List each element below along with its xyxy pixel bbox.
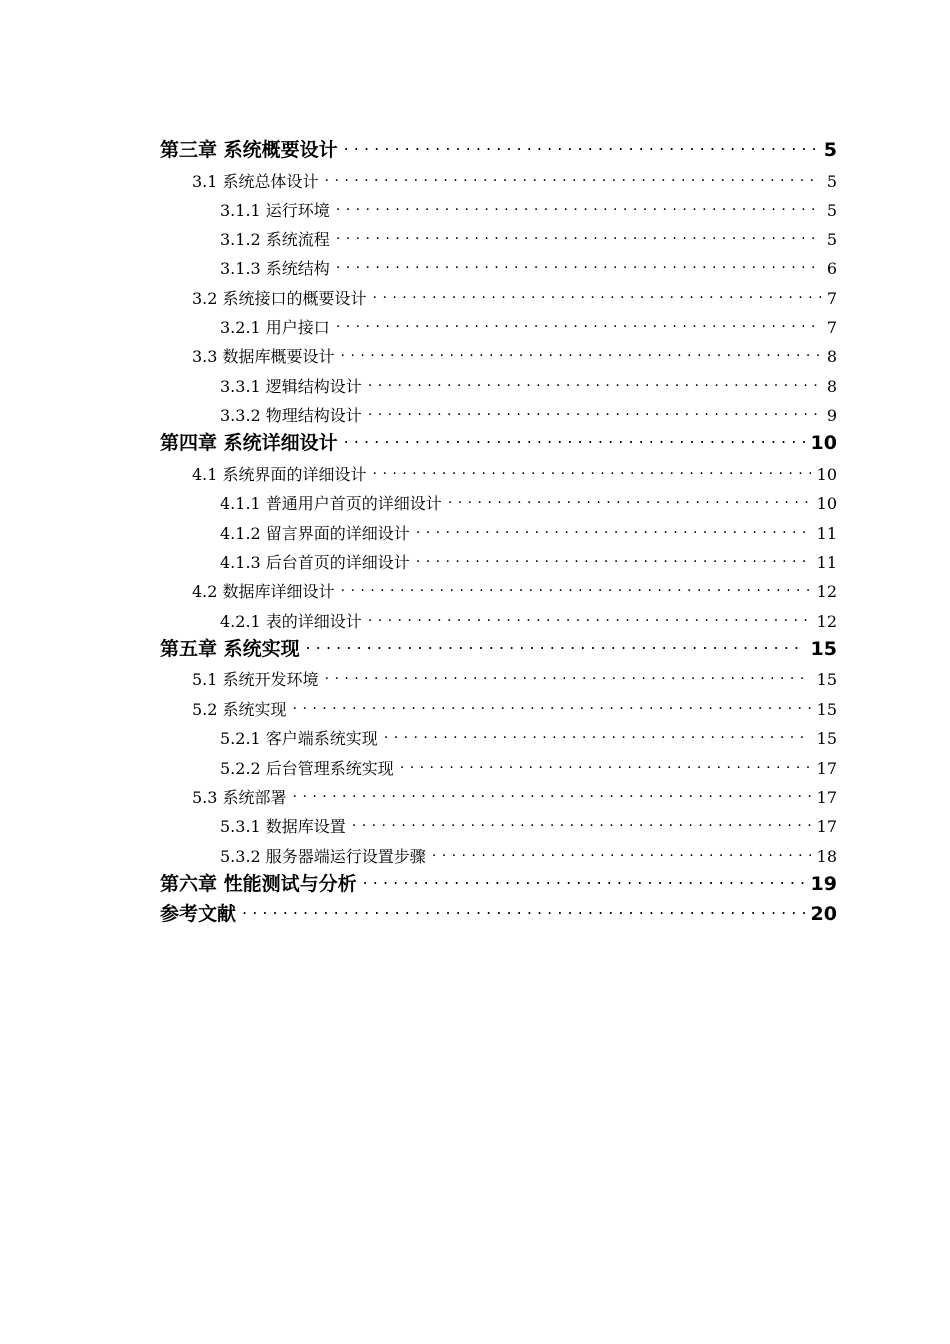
toc-leader-dots [336, 315, 821, 333]
toc-entry-label: 3.3.2 物理结构设计 [220, 406, 362, 425]
toc-entry-4-2[interactable] [192, 579, 837, 602]
toc-page-number: 20 [810, 903, 837, 925]
toc-entry-label: 第六章 性能测试与分析 [160, 873, 357, 895]
toc-page-number: 7 [826, 318, 837, 337]
toc-page-number: 5 [823, 139, 837, 161]
toc-entry-label: 4.1.1 普通用户首页的详细设计 [220, 494, 442, 513]
toc-entry-chapter-5[interactable] [160, 634, 837, 661]
toc-page-number: 18 [816, 847, 837, 866]
toc-leader-dots [325, 169, 821, 187]
toc-entry-3-3-1[interactable] [220, 374, 837, 397]
toc-entry-label: 3.3.1 逻辑结构设计 [220, 377, 362, 396]
toc-page-number: 5 [826, 172, 837, 191]
toc-leader-dots [384, 726, 811, 744]
toc-page-number: 11 [816, 524, 837, 543]
toc-page-number: 10 [810, 432, 837, 454]
toc-page-number: 17 [816, 759, 837, 778]
toc-entry-5-3-2[interactable] [220, 844, 837, 867]
toc-entry-label: 第五章 系统实现 [160, 638, 300, 660]
toc-entry-3-1-1[interactable] [220, 198, 837, 221]
toc-entry-4-1-3[interactable] [220, 550, 837, 573]
toc-entry-5-3[interactable] [192, 785, 837, 808]
toc-page-number: 8 [826, 347, 837, 366]
toc-leader-dots [368, 609, 811, 627]
toc-page-number: 17 [816, 817, 837, 836]
toc-leader-dots [344, 135, 818, 156]
toc-entry-label: 5.2.1 客户端系统实现 [220, 729, 378, 748]
toc-entry-3-3[interactable] [192, 344, 837, 367]
toc-leader-dots [336, 227, 821, 245]
toc-page-number: 17 [816, 788, 837, 807]
toc-page-number: 5 [826, 230, 837, 249]
toc-page-number: 15 [816, 670, 837, 689]
toc-page-number: 15 [816, 729, 837, 748]
toc-entry-label: 5.3.2 服务器端运行设置步骤 [220, 847, 426, 866]
toc-entry-label: 5.3.1 数据库设置 [220, 817, 346, 836]
toc-page-number: 11 [816, 553, 837, 572]
toc-leader-dots [373, 286, 821, 304]
toc-leader-dots [373, 462, 811, 480]
toc-leader-dots [293, 785, 811, 803]
toc-entry-chapter-4[interactable] [160, 428, 837, 455]
toc-entry-3-2-1[interactable] [220, 315, 837, 338]
toc-entry-chapter-6[interactable] [160, 869, 837, 896]
toc-entry-3-1-2[interactable] [220, 227, 837, 250]
toc-leader-dots [416, 521, 811, 539]
toc-entry-label: 3.2 系统接口的概要设计 [192, 289, 367, 308]
toc-leader-dots [368, 403, 821, 421]
toc-leader-dots [432, 844, 811, 862]
toc-entry-4-1-2[interactable] [220, 521, 837, 544]
toc-leader-dots [306, 634, 805, 655]
toc-entry-label: 5.2.2 后台管理系统实现 [220, 759, 394, 778]
toc-entry-label: 3.1.1 运行环境 [220, 201, 330, 220]
toc-entry-label: 3.1.2 系统流程 [220, 230, 330, 249]
toc-page-number: 9 [826, 406, 837, 425]
toc-entry-label: 3.1.3 系统结构 [220, 259, 330, 278]
toc-entry-3-1[interactable] [192, 169, 837, 192]
toc-page-number: 12 [816, 582, 837, 601]
toc-entry-label: 3.2.1 用户接口 [220, 318, 330, 337]
toc-entry-5-2-2[interactable] [220, 756, 837, 779]
toc-entry-5-2[interactable] [192, 697, 837, 720]
toc-entry-3-3-2[interactable] [220, 403, 837, 426]
toc-entry-label: 5.2 系统实现 [192, 700, 287, 719]
toc-leader-dots [448, 491, 811, 509]
toc-leader-dots [400, 756, 811, 774]
toc-leader-dots [336, 198, 821, 216]
toc-entry-label: 5.3 系统部署 [192, 788, 287, 807]
toc-page-number: 10 [816, 465, 837, 484]
toc-leader-dots [242, 899, 805, 920]
toc-entry-5-1[interactable] [192, 667, 837, 690]
toc-entry-chapter-3[interactable] [160, 135, 837, 162]
toc-page-number: 8 [826, 377, 837, 396]
toc-page-number: 12 [816, 612, 837, 631]
toc-page-number: 10 [816, 494, 837, 513]
toc-entry-label: 4.1.2 留言界面的详细设计 [220, 524, 410, 543]
toc-entry-label: 4.2 数据库详细设计 [192, 582, 335, 601]
toc-entry-4-1-1[interactable] [220, 491, 837, 514]
toc-entry-5-3-1[interactable] [220, 814, 837, 837]
toc-leader-dots [344, 428, 805, 449]
toc-leader-dots [341, 579, 811, 597]
toc-leader-dots [293, 697, 811, 715]
toc-entry-label: 3.3 数据库概要设计 [192, 347, 335, 366]
toc-page-number: 5 [826, 201, 837, 220]
toc-leader-dots [336, 256, 821, 274]
toc-entry-label: 第三章 系统概要设计 [160, 139, 338, 161]
toc-leader-dots [352, 814, 811, 832]
toc-page-number: 19 [810, 873, 837, 895]
toc-page-number: 15 [810, 638, 837, 660]
toc-entry-label: 参考文献 [160, 903, 237, 925]
toc-leader-dots [325, 667, 811, 685]
toc-page-number: 15 [816, 700, 837, 719]
toc-entry-label: 3.1 系统总体设计 [192, 172, 319, 191]
toc-leader-dots [341, 344, 821, 362]
toc-entry-label: 5.1 系统开发环境 [192, 670, 319, 689]
toc-entry-label: 第四章 系统详细设计 [160, 432, 338, 454]
toc-entry-label: 4.1.3 后台首页的详细设计 [220, 553, 410, 572]
toc-entry-3-2[interactable] [192, 286, 837, 309]
toc-entry-3-1-3[interactable] [220, 256, 837, 279]
toc-entry-label: 4.1 系统界面的详细设计 [192, 465, 367, 484]
toc-page-number: 7 [826, 289, 837, 308]
toc-entry-5-2-1[interactable] [220, 726, 837, 749]
toc-entry-label: 4.2.1 表的详细设计 [220, 612, 362, 631]
toc-page-number: 6 [826, 259, 837, 278]
toc-entry-references[interactable] [160, 899, 837, 926]
toc-leader-dots [368, 374, 821, 392]
toc-entry-4-2-1[interactable] [220, 609, 837, 632]
toc-leader-dots [416, 550, 811, 568]
toc-entry-4-1[interactable] [192, 462, 837, 485]
toc-leader-dots [363, 869, 805, 890]
